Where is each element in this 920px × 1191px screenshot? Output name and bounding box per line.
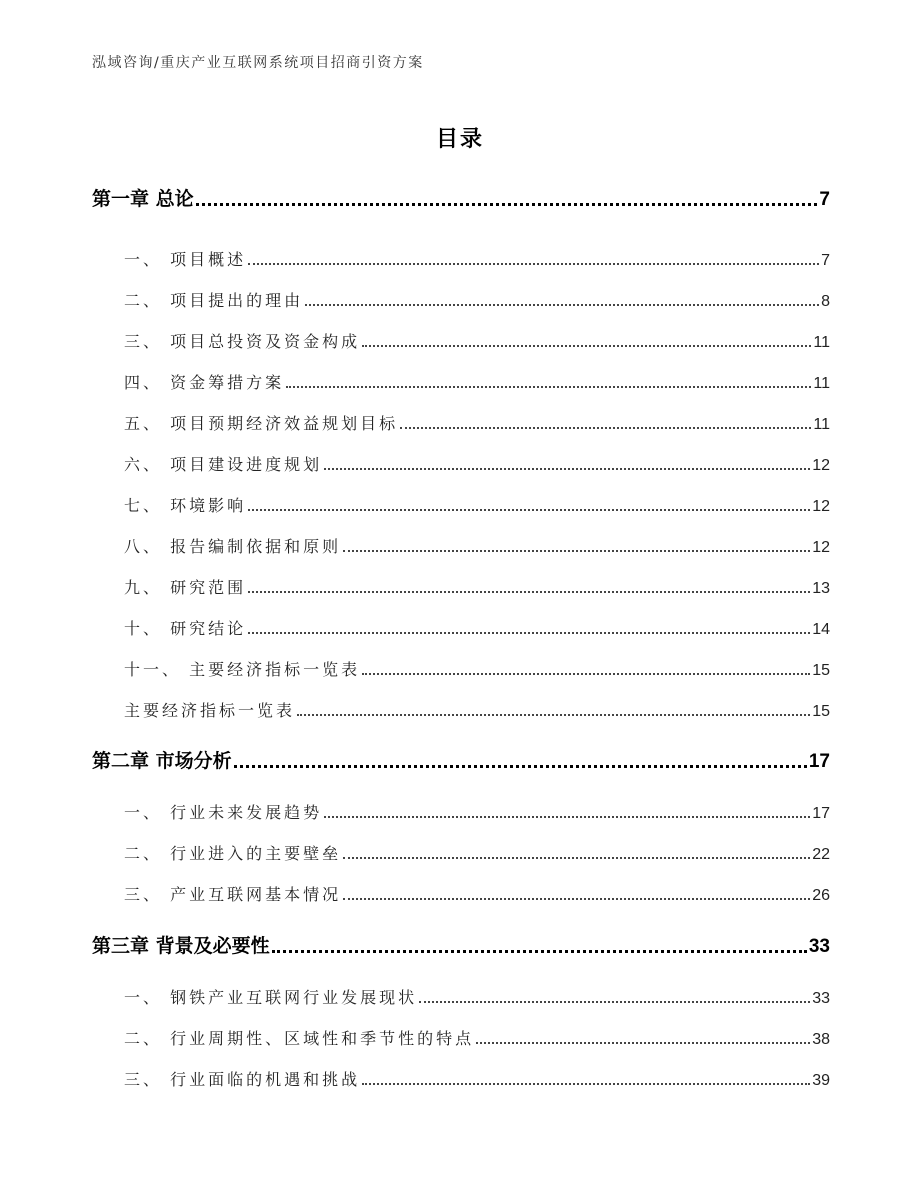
toc-section-entry[interactable] [124,1067,830,1090]
toc-section-entry[interactable] [124,800,830,823]
toc-entry-label: 第二章 市场分析 [92,750,232,772]
dot-leader [343,897,810,900]
toc-entry-label: 二、 行业进入的主要壁垒 [124,844,342,863]
toc-section-entry[interactable] [124,841,830,864]
toc-section-entry[interactable] [124,493,830,516]
toc-page-number: 7 [821,252,830,269]
toc-entry-label: 七、 环境影响 [124,496,247,515]
toc-page-number: 15 [812,662,830,679]
toc-section-entry[interactable] [124,370,830,393]
toc-entry-label: 第一章 总论 [92,188,194,210]
dot-leader [324,815,810,818]
toc-page-number: 11 [813,375,830,392]
toc-section-entry[interactable] [124,882,830,905]
toc-entry-label: 一、 项目概述 [124,250,247,269]
dot-leader [343,549,810,552]
toc-section-entry[interactable] [124,452,830,475]
toc-page-number: 13 [812,580,830,597]
toc-page-number: 8 [821,293,830,310]
toc-chapter-entry[interactable] [92,746,830,773]
toc-section-entry[interactable] [124,698,830,721]
toc-section-entry[interactable] [124,616,830,639]
toc-entry-label: 主要经济指标一览表 [124,701,296,720]
toc-section-entry[interactable] [124,247,830,270]
dot-leader [362,1082,810,1085]
dot-leader [272,949,807,953]
toc-page-number: 39 [812,1072,830,1089]
dot-leader [362,672,810,675]
toc-page-number: 33 [812,990,830,1007]
toc-chapter-entry[interactable] [92,184,830,211]
toc-page-number: 12 [812,498,830,515]
toc-page-number: 14 [812,621,830,638]
toc-entry-label: 三、 行业面临的机遇和挑战 [124,1070,361,1089]
toc-page-number: 17 [808,751,830,772]
dot-leader [234,764,807,768]
toc-entry-label: 一、 行业未来发展趋势 [124,803,323,822]
dot-leader [248,262,819,265]
dot-leader [419,1000,810,1003]
toc-page-number: 11 [813,334,830,351]
toc-section-entry[interactable] [124,534,830,557]
dot-leader [286,385,811,388]
toc-entry-label: 四、 资金筹措方案 [124,373,285,392]
toc-section-entry[interactable] [124,411,830,434]
toc-section-entry[interactable] [124,657,830,680]
dot-leader [343,856,810,859]
dot-leader [305,303,819,306]
toc-chapter-entry[interactable] [92,931,830,958]
toc-entry-label: 二、 行业周期性、区域性和季节性的特点 [124,1029,475,1048]
dot-leader [248,590,810,593]
toc-page-number: 33 [808,936,830,957]
dot-leader [248,631,810,634]
dot-leader [476,1041,810,1044]
toc-section-entry[interactable] [124,1026,830,1049]
toc-entry-label: 十一、 主要经济指标一览表 [124,660,361,679]
toc-section-entry[interactable] [124,575,830,598]
toc-entry-label: 第三章 背景及必要性 [92,935,270,957]
dot-leader [324,467,810,470]
toc-page-number: 12 [812,457,830,474]
toc-page-number: 22 [812,846,830,863]
toc-entry-label: 三、 项目总投资及资金构成 [124,332,361,351]
toc-entry-label: 十、 研究结论 [124,619,247,638]
toc-entry-label: 六、 项目建设进度规划 [124,455,323,474]
toc-entry-label: 三、 产业互联网基本情况 [124,885,342,904]
toc-title: 目录 [435,127,484,152]
dot-leader [248,508,810,511]
toc-page-number: 15 [812,703,830,720]
toc-page-number: 38 [812,1031,830,1048]
toc-page-number: 7 [819,189,830,210]
dot-leader [196,202,818,206]
toc-entry-label: 八、 报告编制依据和原则 [124,537,342,556]
dot-leader [400,426,811,429]
toc-section-entry[interactable] [124,985,830,1008]
toc-entry-label: 一、 钢铁产业互联网行业发展现状 [124,988,418,1007]
toc-page-number: 17 [812,805,830,822]
toc-entry-label: 五、 项目预期经济效益规划目标 [124,414,399,433]
toc-section-entry[interactable] [124,288,830,311]
dot-leader [297,713,810,716]
toc-entry-label: 二、 项目提出的理由 [124,291,304,310]
toc-page-number: 11 [813,416,830,433]
page-header: 泓域咨询/重庆产业互联网系统项目招商引资方案 [92,55,424,71]
toc-section-entry[interactable] [124,329,830,352]
toc-page-number: 26 [812,887,830,904]
dot-leader [362,344,811,347]
toc-page-number: 12 [812,539,830,556]
toc-entry-label: 九、 研究范围 [124,578,247,597]
